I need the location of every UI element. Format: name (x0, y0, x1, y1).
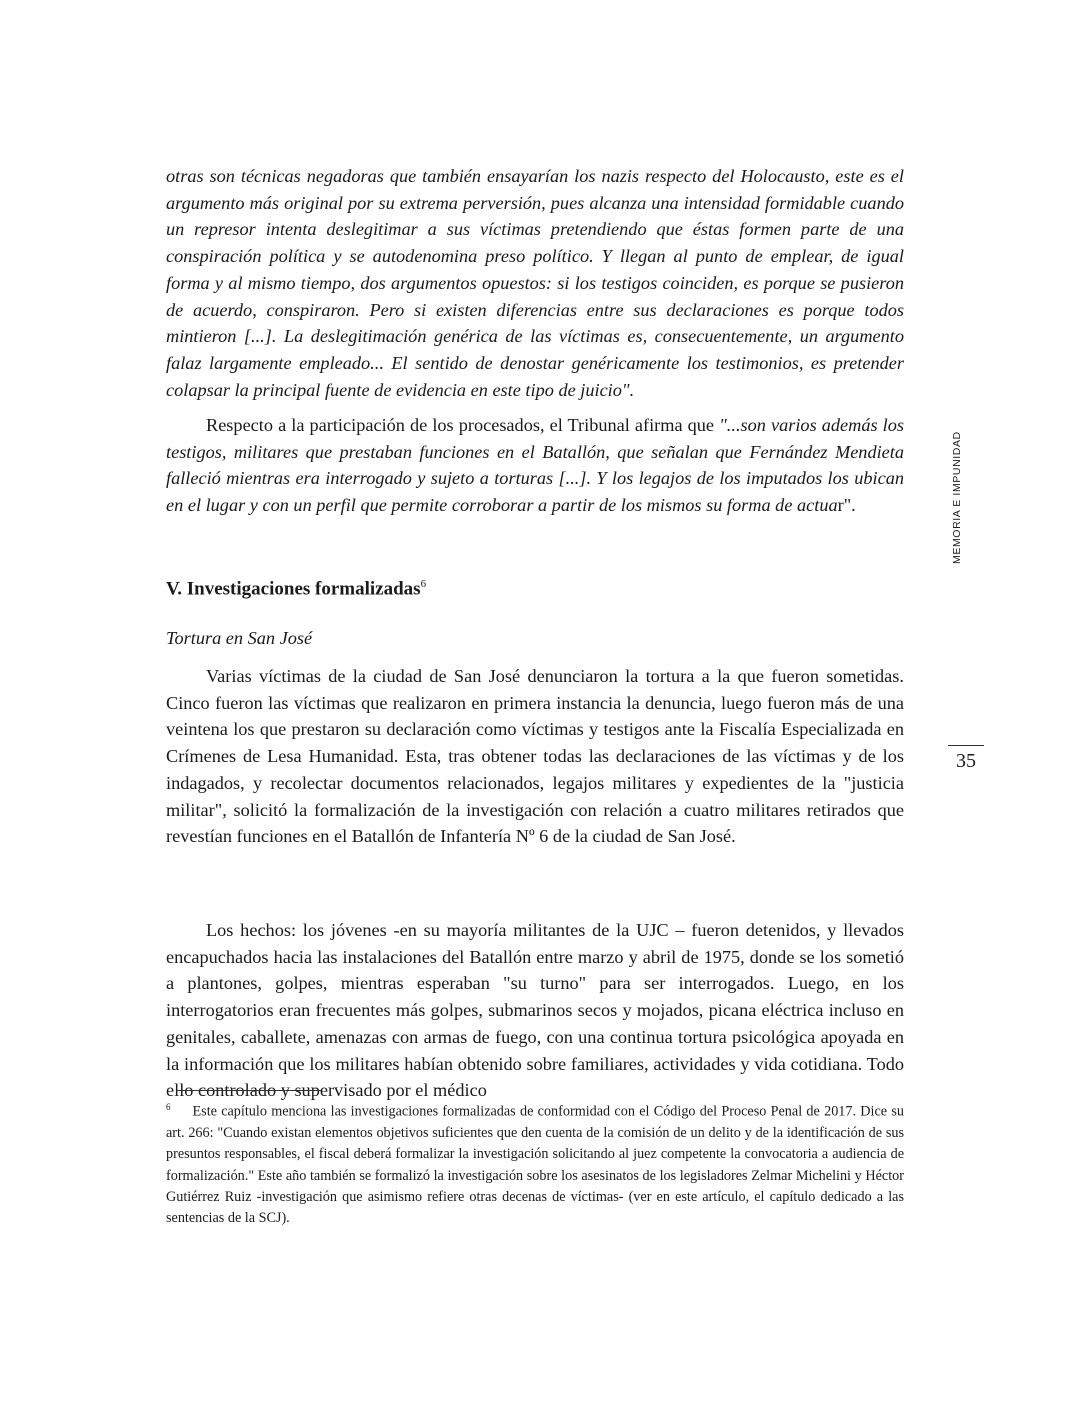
section-heading (166, 578, 426, 600)
footnote-text: Este capítulo menciona las investigaciones formalizadas de conformidad con el Código del Proceso Penal de 2017. Dice su art. 266: "Cuando existan elementos objetivos suficientes que den cuenta de la comisión de un delito y de la identificación de sus presuntos responsables, el fiscal deberá formalizar la investigación solicitando al juez competente la convocatoria a audiencia de formalización." Este año también se formalizó la investigación sobre los asesinatos de los legisladores Zelmar Michelini y Héctor Gutiérrez Ruiz -investigación que asimismo refiere otras decenas de víctimas- (ver en este artículo, el capítulo dedicado a las sentencias de la SCJ). (166, 1103, 904, 1227)
running-side-title: MEMORIA E IMPUNIDAD (951, 431, 963, 564)
section-heading-text: V. Investigaciones formalizadas (166, 578, 421, 600)
subheading: Tortura en San José (166, 628, 313, 648)
quote-paragraph: otras son técnicas negadoras que también ensayarían los nazis respecto del Holocausto, este es el argumento más original por su extrema perversión, pues alcanza una intensidad formidable cuando un represor intenta deslegitimar a sus víctimas pretendiendo que éstas formen parte de una conspiración política y se autodenomina preso político. Y llegan al punto de emplear, de igual forma y al mismo tiempo, dos argumentos opuestos: si los testigos coinciden, es porque se pusieron de acuerdo, conspiraron. Pero si existen diferencias entre sus declaraciones es porque todos mintieron [...]. La deslegitimación genérica de las víctimas es, consecuentemente, un argumento falaz largamente empleado... El sentido de denostar genéricamente los testimonios, es pretender colapsar la principal fuente de evidencia en este tipo de juicio". (166, 166, 904, 400)
footnote (166, 1097, 904, 1230)
paragraph-san-jose: Varias víctimas de la ciudad de San José denunciaron la tortura a la que fueron sometidas. Cinco fueron las víctimas que realizaron en primera instancia la denuncia, luego fueron más de una veintena los que prestaron su declaración como víctimas y testigos ante la Fiscalía Especializada en Crímenes de Lesa Humanidad. Esta, tras obtener todas las declaraciones de las víctimas y de los indagados, y recolectar documentos relacionados, legajos militares y expedientes de la "justicia militar", solicitó la formalización de la investigación con relación a cuatro militares retirados que revestían funciones en el Batallón de Infantería Nº 6 de la ciudad de San José. (166, 666, 904, 847)
page-number-rule (948, 745, 984, 746)
paragraph-tail: r". (837, 495, 856, 516)
paragraph-quote: "...son varios además los testigos, militares que prestaban funciones en el Batallón, que señalan que Fernández Mendieta falleció mientras era interrogado y sujeto a torturas [...]. Y los legajos de los imputados los ubican en el lugar y con un perfil que permite corroborar a partir de los mismos su forma de actua (166, 415, 904, 516)
footnote-number: 6 (166, 1102, 171, 1112)
paragraph-intro: Respecto a la participación de los procesados, el Tribunal afirma que (206, 415, 720, 435)
paragraph-tribunal (166, 412, 904, 519)
footnote-divider (176, 1090, 321, 1091)
footnote-ref[interactable]: 6 (420, 578, 427, 590)
page-number: 35 (956, 750, 976, 772)
paragraph-hechos: Los hechos: los jóvenes -en su mayoría militantes de la UJC – fueron detenidos, y llevados encapuchados hacia las instalaciones del Batallón entre marzo y abril de 1975, donde se los sometió a plantones, golpes, mientras esperaban "su turno" para ser interrogados. Luego, en los interrogatorios eran frecuentes más golpes, submarinos secos y mojados, picana eléctrica incluso en genitales, caballete, amenazas con armas de fuego, con una continua tortura psicológica apoyada en la información que los militares habían obtenido sobre familiares, actividades y vida cotidiana. Todo ello controlado y supervisado por el médico (166, 920, 904, 1101)
